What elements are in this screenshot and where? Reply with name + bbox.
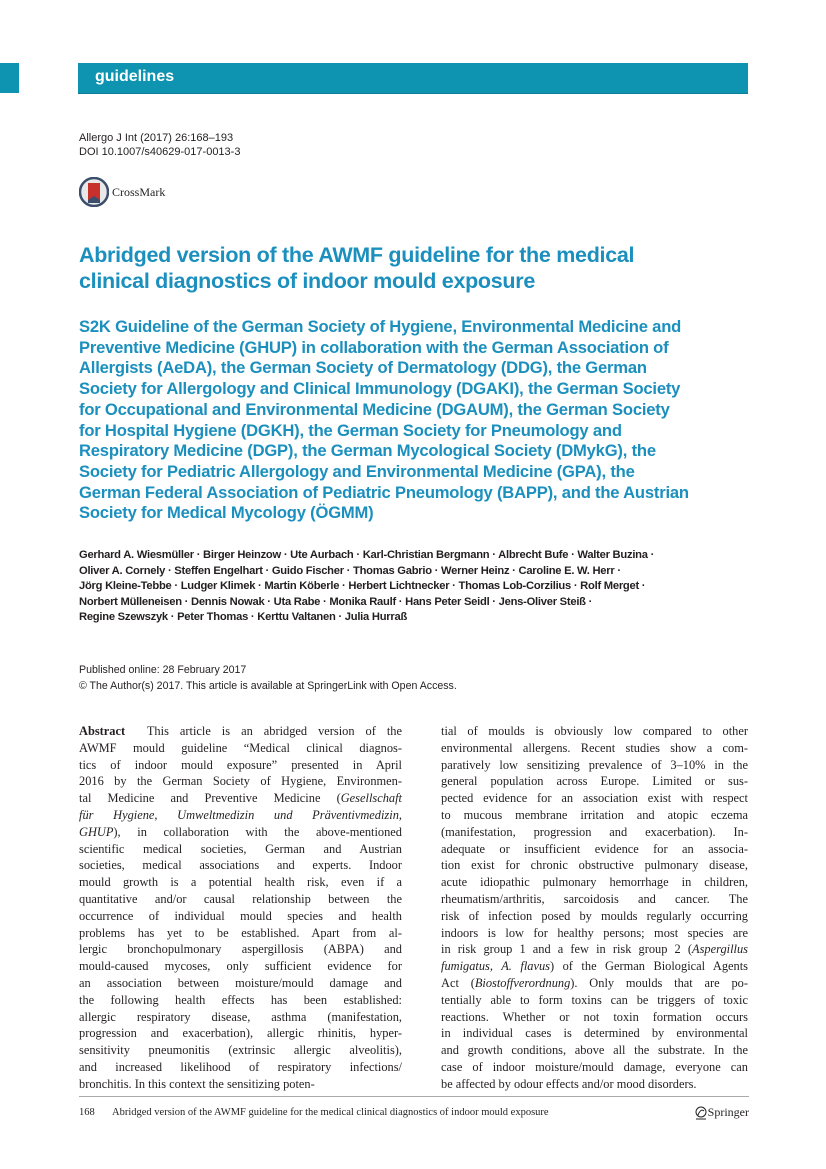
- abstract-text: acute idiopathic pulmonary hemorrhage in children,: [441, 875, 748, 890]
- abstract-line: [441, 1059, 748, 1076]
- abstract-text: bronchitis. In this context the sensitizing poten-: [79, 1076, 315, 1091]
- abstract-text: für Hygiene, Umweltmedizin und Präventivmedizin,: [79, 807, 402, 822]
- abstract-line: [79, 773, 402, 790]
- subtitle-line: Society for Medical Mycology (ÖGMM): [79, 503, 374, 523]
- abstract-text: (manifestation, progression and exacerbation). In-: [441, 824, 748, 839]
- abstract-text: case of indoor moisture/mould damage, everyone can: [441, 1059, 748, 1074]
- subtitle-line: S2K Guideline of the German Society of Hygiene, Environmental Medicine and: [79, 317, 682, 336]
- abstract-column-left: [79, 723, 402, 1093]
- abstract-line: [441, 908, 748, 925]
- abstract-line: [79, 807, 402, 824]
- abstract-text: Biostoffverordnung: [474, 975, 571, 990]
- section-tab-marker: [0, 63, 19, 93]
- author-line: Gerhard A. Wiesmüller · Birger Heinzow · Ute Aurbach · Karl-Christian Bergmann · Albrecht Bufe · Walter Buzina ·: [79, 549, 655, 561]
- abstract-text: This article is an abridged version of the: [125, 724, 402, 738]
- citation: Allergo J Int (2017) 26:168–193: [79, 132, 234, 144]
- section-label: guidelines: [95, 68, 175, 85]
- title-line: clinical diagnostics of indoor mould exposure: [79, 269, 535, 293]
- abstract-text: an association between moisture/mould damage and: [79, 975, 402, 990]
- abstract-text: Aspergillus: [692, 942, 748, 957]
- abstract-text: tial of moulds is obviously low compared to other: [441, 724, 748, 738]
- abstract-line: [441, 723, 748, 740]
- title-line: Abridged version of the AWMF guideline for the medical: [79, 243, 635, 267]
- abstract-text: tion exist for chronic obstructive pulmonary disease,: [441, 858, 748, 873]
- abstract-line: [441, 874, 748, 891]
- abstract-text: allergic respiratory disease, asthma (manifestation,: [79, 1009, 402, 1024]
- abstract-line: [79, 874, 402, 891]
- abstract-line: [79, 740, 402, 757]
- crossmark-badge[interactable]: [79, 177, 165, 207]
- crossmark-icon: [79, 177, 109, 207]
- subtitle-line: Allergists (AeDA), the German Society of Dermatology (DDG), the German: [79, 358, 647, 378]
- abstract-text: occurrence of individual mould species and health: [79, 908, 402, 923]
- abstract-line: [79, 790, 402, 807]
- abstract-line: [441, 891, 748, 908]
- doi-link[interactable]: DOI 10.1007/s40629-017-0013-3: [79, 146, 241, 158]
- publication-info: [79, 662, 457, 694]
- abstract-line: [79, 723, 402, 740]
- abstract-text: indoors is low for healthy persons; most species are: [441, 925, 748, 940]
- abstract-line: [79, 908, 402, 925]
- abstract-line: [79, 958, 402, 975]
- abstract-line: [441, 841, 748, 858]
- abstract-text: progression and exacerbation), allergic rhinitis, hyper-: [79, 1026, 402, 1041]
- abstract-text: Gesellschaft: [340, 791, 402, 806]
- abstract-line: [79, 1059, 402, 1076]
- article-meta: [79, 131, 240, 159]
- abstract-text: GHUP: [79, 824, 114, 839]
- abstract-text: ). Only moulds that are po-: [570, 975, 748, 990]
- abstract-text: in risk group 1 and a few in risk group 2 (: [441, 942, 692, 957]
- abstract-text: scientific medical societies, German and Austrian: [79, 841, 402, 856]
- abstract-text: environmental allergens. Recent studies show a com-: [441, 740, 748, 755]
- abstract-text: ), in collaboration with the above-mentioned: [113, 824, 402, 839]
- author-line: Jörg Kleine-Tebbe · Ludger Klimek · Martin Köberle · Herbert Lichtnecker · Thomas Lob-Corzilius · Rolf Merget ·: [79, 580, 646, 592]
- abstract-line: [79, 992, 402, 1009]
- abstract-text: tentially able to form toxins can be triggers of toxic: [441, 992, 748, 1007]
- abstract-line: [441, 807, 748, 824]
- abstract-line: [441, 992, 748, 1009]
- footer-divider: [79, 1096, 749, 1097]
- abstract-line: [79, 975, 402, 992]
- springer-logo: [694, 1105, 749, 1120]
- abstract-line: [441, 925, 748, 942]
- abstract-text: tics of indoor mould exposure” presented in April: [79, 757, 402, 772]
- section-header-bar: [78, 63, 748, 94]
- abstract-line: [441, 757, 748, 774]
- abstract-text: paratively low sensitizing prevalence of 3–10% in the: [441, 757, 748, 772]
- article-title: [79, 242, 759, 294]
- abstract-text: and increased likelihood of respiratory infections/: [79, 1059, 402, 1074]
- subtitle-line: for Occupational and Environmental Medicine (DGAUM), the German Society: [79, 399, 670, 419]
- abstract-line: [79, 857, 402, 874]
- running-title: Abridged version of the AWMF guideline for the medical clinical diagnostics of indoor mould exposure: [112, 1107, 549, 1118]
- subtitle-line: for Hospital Hygiene (DGKH), the German Society for Pneumology and: [79, 420, 622, 440]
- abstract-text: be affected by odour effects and/or mood disorders.: [441, 1076, 697, 1091]
- abstract-text: and growth conditions, above all the substrate. In the: [441, 1043, 748, 1058]
- abstract-text: AWMF mould guideline “Medical clinical diagnos-: [79, 740, 402, 755]
- abstract-line: [79, 1025, 402, 1042]
- abstract-line: [79, 824, 402, 841]
- abstract-line: [441, 740, 748, 757]
- abstract-text: pected evidence for an association exist with respect: [441, 791, 748, 806]
- abstract-text: rheumatism/arthritis, sarcoidosis and cancer. The: [441, 891, 748, 906]
- subtitle-line: Society for Allergology and Clinical Immunology (DGAKI), the German Society: [79, 379, 681, 399]
- subtitle-line: Preventive Medicine (GHUP) in collaboration with the German Association of: [79, 337, 669, 357]
- abstract-line: [79, 925, 402, 942]
- springer-horse-icon: [694, 1106, 708, 1120]
- abstract-line: [79, 891, 402, 908]
- abstract-line: [441, 941, 748, 958]
- abstract-line: [441, 790, 748, 807]
- abstract-column-right: [441, 723, 748, 1093]
- abstract-text: Act (: [441, 975, 475, 990]
- abstract-line: [441, 958, 748, 975]
- abstract-heading: Abstract: [79, 724, 126, 738]
- abstract-line: [79, 1076, 402, 1093]
- subtitle-line: Society for Pediatric Allergology and Environmental Medicine (GPA), the: [79, 461, 635, 481]
- abstract-line: [441, 1025, 748, 1042]
- abstract-text: reactions. Whether or not toxin formation occurs: [441, 1009, 748, 1024]
- publisher-name: Springer: [707, 1105, 749, 1119]
- subtitle-line: German Federal Association of Pediatric Pneumology (BAPP), and the Austrian: [79, 482, 689, 502]
- page-number: 168: [79, 1107, 95, 1118]
- abstract-text: fumigatus, A. flavus: [441, 959, 550, 974]
- author-line: Oliver A. Cornely · Steffen Engelhart · Guido Fischer · Thomas Gabrio · Werner Heinz · Caroline E. W. Herr ·: [79, 564, 621, 577]
- abstract-text: to mucous membrane irritation and atopic eczema: [441, 807, 748, 822]
- abstract-text: lergic bronchopulmonary aspergillosis (ABPA) and: [79, 942, 402, 957]
- abstract-text: 2016 by the German Society of Hygiene, Environmen-: [79, 774, 402, 789]
- abstract-text: the following health effects has been established:: [79, 992, 402, 1007]
- abstract-line: [79, 757, 402, 774]
- abstract-text: in individual cases is determined by environmental: [441, 1026, 748, 1041]
- published-date: Published online: 28 February 2017: [79, 664, 247, 676]
- abstract-text: ) of the German Biological Agents: [550, 959, 748, 974]
- abstract-line: [441, 773, 748, 790]
- author-line: Regine Szewszyk · Peter Thomas · Kerttu Valtanen · Julia Hurraß: [79, 611, 408, 623]
- article-subtitle: [79, 317, 759, 524]
- abstract-line: [79, 1009, 402, 1026]
- abstract-text: problems has yet to be established. Apart from al-: [79, 925, 402, 940]
- abstract-line: [79, 941, 402, 958]
- abstract-text: mould-caused mycoses, only sufficient evidence for: [79, 959, 402, 974]
- abstract-line: [79, 841, 402, 858]
- abstract-text: tal Medicine and Preventive Medicine (: [79, 791, 341, 806]
- abstract-text: adequate or insufficient evidence for an associa-: [441, 841, 748, 856]
- copyright-notice: © The Author(s) 2017. This article is available at SpringerLink with Open Access.: [79, 680, 457, 692]
- abstract-line: [79, 1042, 402, 1059]
- abstract-line: [441, 1009, 748, 1026]
- abstract-line: [441, 1076, 748, 1093]
- abstract-text: sensitivity pneumonitis (extrinsic allergic alveolitis),: [79, 1043, 402, 1058]
- abstract-text: risk of infection posed by moulds regularly occurring: [441, 908, 748, 923]
- abstract-text: quantitative and/or causal relationship between the: [79, 891, 402, 906]
- abstract-line: [441, 1042, 748, 1059]
- author-line: Norbert Mülleneisen · Dennis Nowak · Uta Rabe · Monika Raulf · Hans Peter Seidl · Jens-Oliver Steiß ·: [79, 595, 593, 608]
- crossmark-label: CrossMark: [112, 184, 166, 199]
- abstract-text: societies, medical associations and experts. Indoor: [79, 858, 402, 873]
- subtitle-line: Respiratory Medicine (DGP), the German Mycological Society (DMykG), the: [79, 441, 656, 461]
- abstract-text: mould growth is a potential health risk, even if a: [79, 875, 402, 890]
- abstract-line: [441, 975, 748, 992]
- author-list: [79, 548, 759, 626]
- abstract-text: general population across Europe. Limited or sus-: [441, 774, 748, 789]
- abstract-line: [441, 824, 748, 841]
- abstract-line: [441, 857, 748, 874]
